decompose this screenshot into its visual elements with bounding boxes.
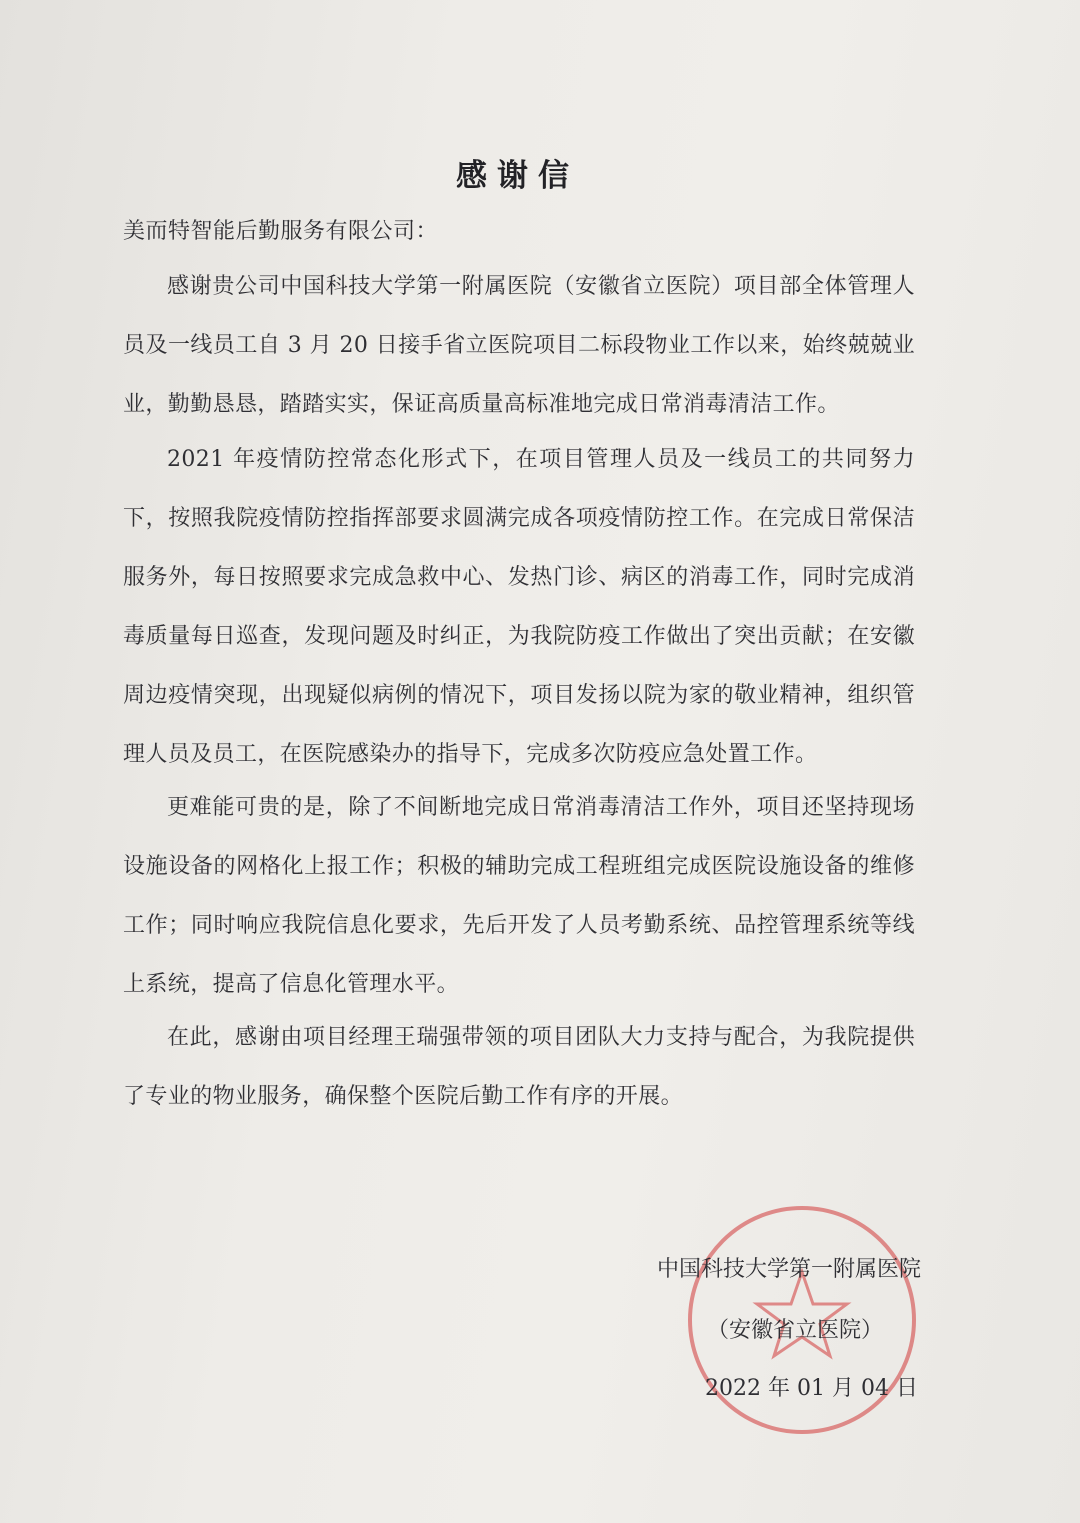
signature-subname: （安徽省立医院）: [707, 1318, 884, 1343]
letter-title: 感谢信: [456, 158, 579, 194]
paragraph-4: 在此，感谢由项目经理王瑞强带领的项目团队大力支持与配合，为我院提供了专业的物业服务，确保整个医院后勤工作有序的开展。: [123, 1025, 915, 1109]
paragraph-2: 2021 年疫情防控常态化形式下，在项目管理人员及一线员工的共同努力下，按照我院疫情防控指挥部要求圆满完成各项疫情防控工作。在完成日常保洁服务外，每日按照要求完成急救中心、发热门诊、病区的消毒工作，同时完成消毒质量每日巡查，发现问题及时纠正，为我院防疫工作做出了突出贡献；在安徽周边疫情突现，出现疑似病例的情况下，项目发扬以院为家的敬业精神，组织管理人员及员工，在医院感染办的指导下，完成多次防疫应急处置工作。: [123, 447, 915, 767]
paragraph-1: 感谢贵公司中国科技大学第一附属医院（安徽省立医院）项目部全体管理人员及一线员工自 3 月 20 日接手省立医院项目二标段物业工作以来，始终兢兢业业，勤勤恳恳，踏踏实实，保证高质量高标准地完成日常消毒清洁工作。: [123, 274, 915, 417]
signature-organization: 中国科技大学第一附属医院: [657, 1257, 922, 1282]
letter-salutation: 美而特智能后勤服务有限公司：: [123, 219, 439, 244]
paragraph-3: 更难能可贵的是，除了不间断地完成日常消毒清洁工作外，项目还坚持现场设施设备的网格化上报工作；积极的辅助完成工程班组完成医院设施设备的维修工作；同时响应我院信息化要求，先后开发了人员考勤系统、品控管理系统等线上系统，提高了信息化管理水平。: [123, 795, 915, 997]
signature-date: 2022 年 01 月 04 日: [705, 1376, 918, 1401]
